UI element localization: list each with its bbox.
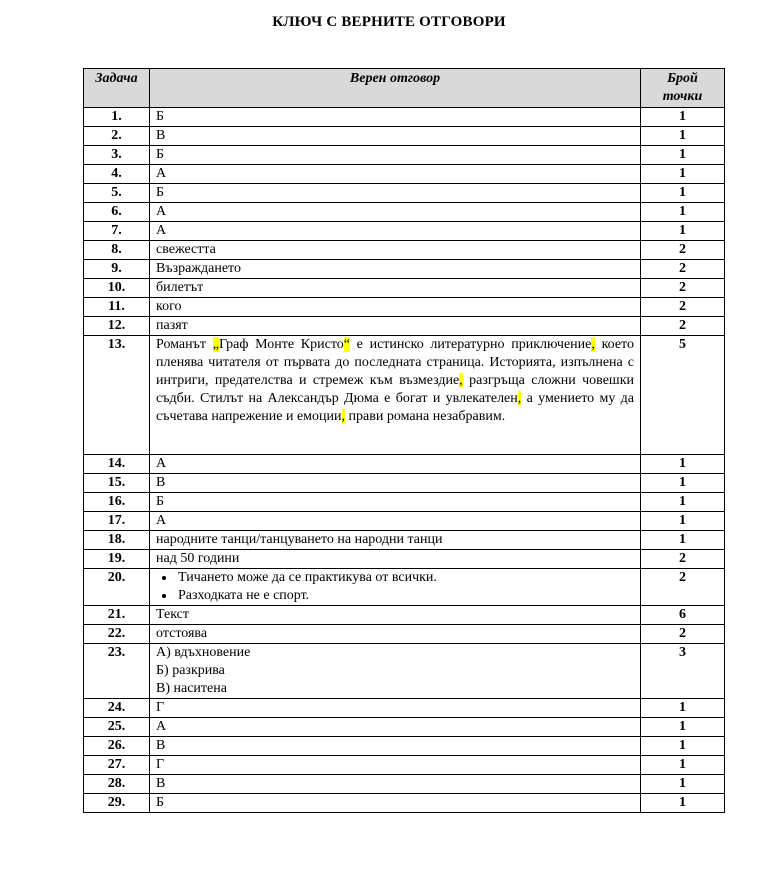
task-number: 21. xyxy=(84,606,150,625)
task-number: 5. xyxy=(84,184,150,203)
points-cell: 1 xyxy=(641,493,725,512)
answer-cell: Б xyxy=(150,146,641,165)
answer-cell: над 50 години xyxy=(150,550,641,569)
points-cell: 1 xyxy=(641,737,725,756)
points-cell: 2 xyxy=(641,241,725,260)
task-number: 27. xyxy=(84,756,150,775)
paragraph-text: а умението му да съчетава напрежение и емоции xyxy=(156,391,634,424)
task-number: 16. xyxy=(84,493,150,512)
table-row xyxy=(84,569,725,606)
table-row xyxy=(84,625,725,644)
answer-cell: народните танци/танцуването на народни танци xyxy=(150,531,641,550)
header-answer: Верен отговор xyxy=(150,69,641,108)
paragraph-text: което пленява читателя от първата до последната страница. Историята, изпълнена с интриги, предателства и стремеж към възмездие xyxy=(156,337,634,388)
task-number: 8. xyxy=(84,241,150,260)
answer-cell: Б xyxy=(150,108,641,127)
paragraph-text: Граф Монте Кристо xyxy=(218,337,344,352)
table-row xyxy=(84,699,725,718)
task-number: 29. xyxy=(84,794,150,813)
answer-cell: А xyxy=(150,203,641,222)
table-row xyxy=(84,146,725,165)
task-number: 24. xyxy=(84,699,150,718)
highlighted-comma: , xyxy=(459,373,463,388)
highlighted-quote-open: „ xyxy=(212,337,219,352)
answer-bullets xyxy=(150,569,641,606)
paragraph-text: Романът xyxy=(156,337,213,352)
task-number: 20. xyxy=(84,569,150,606)
points-cell: 1 xyxy=(641,794,725,813)
answer-cell: кого xyxy=(150,298,641,317)
answer-cell: А xyxy=(150,512,641,531)
table-row xyxy=(84,531,725,550)
highlighted-comma: , xyxy=(591,337,595,352)
table-row xyxy=(84,474,725,493)
task-number: 6. xyxy=(84,203,150,222)
highlighted-comma: , xyxy=(517,391,522,406)
table-row xyxy=(84,455,725,474)
points-cell: 2 xyxy=(641,279,725,298)
task-number: 26. xyxy=(84,737,150,756)
points-cell: 3 xyxy=(641,644,725,699)
highlighted-quote-close: “ xyxy=(343,337,350,352)
answer-cell: отстоява xyxy=(150,625,641,644)
task-number: 1. xyxy=(84,108,150,127)
points-cell: 2 xyxy=(641,298,725,317)
page-title: КЛЮЧ С ВЕРНИТЕ ОТГОВОРИ xyxy=(272,14,506,30)
answer-paragraph xyxy=(150,336,641,455)
table-row xyxy=(84,165,725,184)
points-cell: 1 xyxy=(641,775,725,794)
list-item: • Тичането може да се практикува от всички. xyxy=(176,569,634,587)
task-number: 18. xyxy=(84,531,150,550)
task-number: 25. xyxy=(84,718,150,737)
answer-cell: Г xyxy=(150,756,641,775)
header-points: Брой точки xyxy=(641,69,725,108)
table-row xyxy=(84,317,725,336)
task-number: 15. xyxy=(84,474,150,493)
answer-key-table xyxy=(83,68,725,813)
points-cell: 2 xyxy=(641,317,725,336)
points-cell: 1 xyxy=(641,203,725,222)
task-number: 13. xyxy=(84,336,150,455)
task-number: 10. xyxy=(84,279,150,298)
answer-cell: А xyxy=(150,455,641,474)
table-header-row xyxy=(84,69,725,108)
table-row xyxy=(84,718,725,737)
table-row xyxy=(84,222,725,241)
points-cell: 1 xyxy=(641,165,725,184)
points-cell: 1 xyxy=(641,718,725,737)
table-row xyxy=(84,606,725,625)
answer-cell: А xyxy=(150,222,641,241)
points-cell: 2 xyxy=(641,569,725,606)
answer-cell: А xyxy=(150,165,641,184)
table-row xyxy=(84,108,725,127)
answer-line: В) наситена xyxy=(156,681,227,696)
task-number: 3. xyxy=(84,146,150,165)
answer-line: Б) разкрива xyxy=(156,663,225,678)
task-number: 22. xyxy=(84,625,150,644)
table-row xyxy=(84,644,725,699)
points-cell: 1 xyxy=(641,756,725,775)
task-number: 23. xyxy=(84,644,150,699)
points-cell: 1 xyxy=(641,184,725,203)
points-cell: 6 xyxy=(641,606,725,625)
points-cell: 2 xyxy=(641,550,725,569)
points-cell: 1 xyxy=(641,474,725,493)
answer-cell: Г xyxy=(150,699,641,718)
table-row xyxy=(84,203,725,222)
task-number: 11. xyxy=(84,298,150,317)
paragraph-text: е истинско литературно приключение xyxy=(349,337,592,352)
table-row xyxy=(84,493,725,512)
task-number: 19. xyxy=(84,550,150,569)
task-number: 12. xyxy=(84,317,150,336)
header-task: Задача xyxy=(84,69,150,108)
task-number: 9. xyxy=(84,260,150,279)
answer-cell: пазят xyxy=(150,317,641,336)
answer-cell: билетът xyxy=(150,279,641,298)
points-cell: 1 xyxy=(641,108,725,127)
answer-cell: Текст xyxy=(150,606,641,625)
points-cell: 1 xyxy=(641,127,725,146)
answer-lines xyxy=(150,644,641,699)
table-row xyxy=(84,512,725,531)
table-row xyxy=(84,184,725,203)
answer-cell: В xyxy=(150,775,641,794)
answer-cell: Възраждането xyxy=(150,260,641,279)
table-row xyxy=(84,260,725,279)
answer-cell: В xyxy=(150,474,641,493)
task-number: 14. xyxy=(84,455,150,474)
task-number: 17. xyxy=(84,512,150,531)
table-row xyxy=(84,241,725,260)
points-cell: 1 xyxy=(641,222,725,241)
answer-cell: В xyxy=(150,737,641,756)
bullet-list xyxy=(156,569,634,605)
points-cell: 5 xyxy=(641,336,725,455)
points-cell: 1 xyxy=(641,455,725,474)
table-row xyxy=(84,336,725,455)
task-number: 4. xyxy=(84,165,150,184)
table-row xyxy=(84,737,725,756)
points-cell: 1 xyxy=(641,146,725,165)
table-row xyxy=(84,756,725,775)
task-number: 7. xyxy=(84,222,150,241)
task-number: 28. xyxy=(84,775,150,794)
paragraph-text: разгръща сложни човешки съдби. Стилът на Александър Дюма е богат и увлекателен xyxy=(156,373,634,406)
points-cell: 2 xyxy=(641,625,725,644)
answer-line: А) вдъхновение xyxy=(156,645,251,660)
answer-cell: Б xyxy=(150,184,641,203)
paragraph-text: прави романа незабравим. xyxy=(345,409,506,424)
answer-cell: свежестта xyxy=(150,241,641,260)
points-cell: 1 xyxy=(641,699,725,718)
points-cell: 1 xyxy=(641,512,725,531)
table-row xyxy=(84,279,725,298)
points-cell: 1 xyxy=(641,531,725,550)
highlighted-comma: , xyxy=(341,409,346,424)
answer-cell: В xyxy=(150,127,641,146)
table-row xyxy=(84,775,725,794)
answer-cell: А xyxy=(150,718,641,737)
points-cell: 2 xyxy=(641,260,725,279)
answer-cell: Б xyxy=(150,493,641,512)
table-row xyxy=(84,298,725,317)
answer-cell: Б xyxy=(150,794,641,813)
table-row xyxy=(84,794,725,813)
list-item: • Разходката не е спорт. xyxy=(176,587,634,605)
table-row xyxy=(84,127,725,146)
task-number: 2. xyxy=(84,127,150,146)
table-row xyxy=(84,550,725,569)
